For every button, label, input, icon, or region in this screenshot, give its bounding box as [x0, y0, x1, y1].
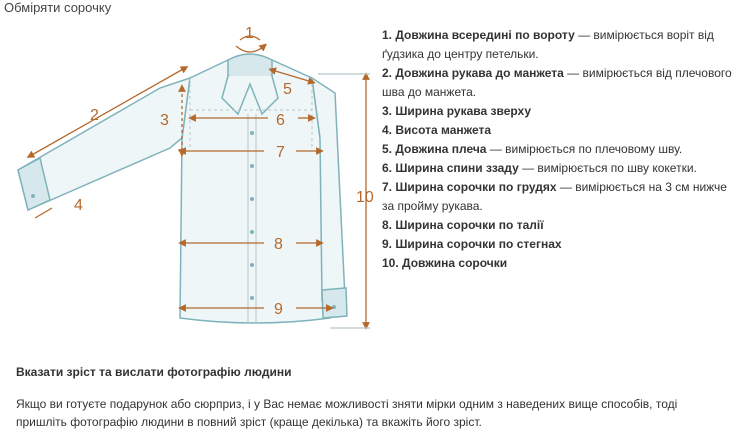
- measurement-item: 10. Довжина сорочки: [382, 256, 508, 270]
- measurement-item: 8. Ширина сорочки по талії: [382, 218, 544, 232]
- label-5: 5: [283, 81, 292, 98]
- page-title: Обміряти сорочку: [4, 0, 112, 15]
- label-10: 10: [356, 189, 374, 206]
- section-heading: Вказати зріст та вислати фотографію людини: [16, 365, 292, 379]
- label-3: 3: [160, 112, 169, 129]
- measurement-item: 7. Ширина сорочки по грудях — вимірюється на 3 см нижче за пройму рукава.: [382, 180, 727, 213]
- measurement-item: 5. Довжина плеча — вимірюється по плечовому шву.: [382, 142, 683, 156]
- measurement-item: 3. Ширина рукава зверху: [382, 104, 532, 118]
- measurement-item: 2. Довжина рукава до манжета — вимірюється від плечового шва до манжета.: [382, 66, 732, 99]
- label-8: 8: [274, 236, 283, 253]
- label-9: 9: [274, 301, 283, 318]
- measurement-item: 6. Ширина спини ззаду — вимірюється по шву кокетки.: [382, 161, 697, 175]
- label-1: 1: [245, 25, 254, 42]
- measurement-list: [382, 26, 732, 273]
- label-4: 4: [74, 197, 83, 214]
- measurement-item: 4. Висота манжета: [382, 123, 492, 137]
- measurement-item: 1. Довжина всередині по вороту — вимірюється ворiт від ґудзика до центру петельки.: [382, 28, 714, 61]
- label-2: 2: [90, 107, 99, 124]
- label-7: 7: [276, 144, 285, 161]
- section-paragraph: Якщо ви готуєте подарунок або сюрприз, і у Вас немає можливості зняти мірки одним з наведених вище способів, тоді пришліть фотографію людини в повний зріст (краще декілька) та вкажіть його зріст.: [16, 397, 678, 429]
- label-6: 6: [276, 112, 285, 129]
- measurement-item: 9. Ширина сорочки по стегнах: [382, 237, 562, 251]
- shirt-measurement-diagram: [0, 18, 380, 338]
